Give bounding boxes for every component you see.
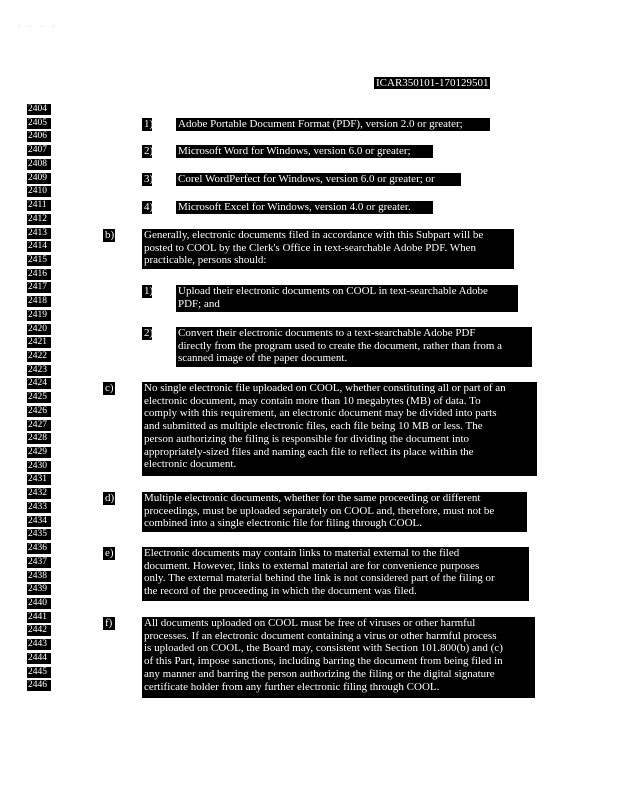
section-b-sub2-line: directly from the program used to create the document, rather than from a xyxy=(178,339,503,352)
line-number: 2425 xyxy=(27,392,51,403)
line-number: 2419 xyxy=(27,310,51,321)
section-c-line: electronic document. xyxy=(144,458,237,471)
line-number: 2420 xyxy=(27,324,51,335)
line-number: 2426 xyxy=(27,406,51,417)
line-number: 2417 xyxy=(27,282,51,293)
line-number: 2428 xyxy=(27,433,51,444)
list-item-3-text: Corel WordPerfect for Windows, version 6.0 or greater; or xyxy=(176,173,461,186)
section-d-marker: d) xyxy=(105,492,115,504)
section-f-line: is uploaded on COOL, the Board may, consistent with Section 101.800(b) and (c) xyxy=(144,642,503,655)
section-d-line: combined into a single electronic file for filing through COOL. xyxy=(144,517,422,530)
list-item-1-text: Adobe Portable Document Format (PDF), version 2.0 or greater; xyxy=(176,118,490,131)
line-number: 2405 xyxy=(27,118,51,129)
line-number: 2427 xyxy=(27,420,51,431)
section-c-line: appropriately-sized files and naming each file to reflect its place within the xyxy=(144,445,474,458)
section-b-line: Generally, electronic documents filed in accordance with this Subpart will be xyxy=(144,229,484,241)
document-id: ICAR350101-170129501 xyxy=(376,77,489,89)
section-d-text xyxy=(142,492,527,532)
scan-mark: · · · · xyxy=(18,24,59,30)
line-number: 2438 xyxy=(27,571,51,582)
line-number: 2414 xyxy=(27,241,51,252)
line-number: 2444 xyxy=(27,653,51,664)
list-item-2-text: Microsoft Word for Windows, version 6.0 or greater; xyxy=(176,145,433,158)
section-f-line: certificate holder from any further electronic filing through COOL. xyxy=(144,680,440,693)
list-item-2-marker: 2) xyxy=(144,145,154,157)
line-number: 2406 xyxy=(27,131,51,142)
section-e-text xyxy=(142,547,529,601)
section-e-line: Electronic documents may contain links to material external to the filed xyxy=(144,547,460,559)
line-number: 2429 xyxy=(27,447,51,458)
line-number: 2421 xyxy=(27,337,51,348)
line-number: 2445 xyxy=(27,667,51,678)
line-number: 2413 xyxy=(27,228,51,239)
section-f-marker: f) xyxy=(103,617,115,630)
line-number: 2439 xyxy=(27,584,51,595)
section-b-sub2-line: scanned image of the paper document. xyxy=(178,352,348,365)
line-number: 2412 xyxy=(27,214,51,225)
line-number: 2435 xyxy=(27,529,51,540)
line-number: 2432 xyxy=(27,488,51,499)
section-d-line: proceedings, must be uploaded separately on COOL and, therefore, must not be xyxy=(144,504,495,517)
line-number: 2442 xyxy=(27,625,51,636)
section-e-line: only. The external material behind the link is not considered part of the filing or xyxy=(144,572,495,585)
section-b-line: posted to COOL by the Clerk's Office in text-searchable Adobe PDF. When xyxy=(144,241,477,254)
line-number: 2446 xyxy=(27,680,51,691)
line-number: 2411 xyxy=(27,200,51,211)
section-c-line: comply with this requirement, an electronic document may be divided into parts xyxy=(144,407,497,420)
section-e-line: the record of the proceeding in which the document was filed. xyxy=(144,585,417,598)
line-number: 2443 xyxy=(27,639,51,650)
line-number: 2418 xyxy=(27,296,51,307)
line-number: 2410 xyxy=(27,186,51,197)
section-f-line: All documents uploaded on COOL must be free of viruses or other harmful xyxy=(144,617,476,629)
list-item-4-text: Microsoft Excel for Windows, version 4.0 or greater. xyxy=(176,201,433,214)
list-item-4-marker: 4) xyxy=(144,201,154,213)
section-b-sub1-text xyxy=(176,285,518,312)
line-number: 2408 xyxy=(27,159,51,170)
section-f-line: processes. If an electronic document containing a virus or other harmful process xyxy=(144,629,497,642)
section-b-text xyxy=(142,229,514,269)
line-number: 2436 xyxy=(27,543,51,554)
section-b-line: practicable, persons should: xyxy=(144,254,267,267)
line-number: 2409 xyxy=(27,173,51,184)
section-c-line: and submitted as multiple electronic files, each file being 10 MB or less. The xyxy=(144,420,483,433)
line-number: 2404 xyxy=(27,104,51,115)
section-e-marker: e) xyxy=(105,547,114,559)
line-number: 2423 xyxy=(27,365,51,376)
section-b-sub2-line: Convert their electronic documents to a text-searchable Adobe PDF xyxy=(178,327,476,339)
line-number: 2415 xyxy=(27,255,51,266)
section-d-line: Multiple electronic documents, whether for the same proceeding or different xyxy=(144,492,481,504)
section-b-sub1-line: Upload their electronic documents on COOL in text-searchable Adobe xyxy=(178,285,488,297)
section-b-sub2-text xyxy=(176,327,532,367)
line-number: 2431 xyxy=(27,474,51,485)
line-number: 2430 xyxy=(27,461,51,472)
line-number: 2407 xyxy=(27,145,51,156)
line-number: 2416 xyxy=(27,269,51,280)
line-number: 2424 xyxy=(27,378,51,389)
section-f-line: any manner and barring the person authorizing the filing or the digital signature xyxy=(144,667,495,680)
line-number: 2437 xyxy=(27,557,51,568)
line-number: 2433 xyxy=(27,502,51,513)
section-c-line: No single electronic file uploaded on COOL, whether constituting all or part of an xyxy=(144,382,506,394)
section-b-marker: b) xyxy=(105,229,115,241)
section-c-line: person authorizing the filing is responsible for dividing the document into xyxy=(144,432,470,445)
list-item-3-marker: 3) xyxy=(144,173,154,185)
section-b-sub1-line: PDF; and xyxy=(178,297,220,310)
section-e-line: document. However, links to external material are for convenience purposes xyxy=(144,559,480,572)
section-b-sub2-marker: 2) xyxy=(144,327,154,339)
line-number: 2441 xyxy=(27,612,51,623)
section-c-text xyxy=(142,382,537,476)
section-c-marker: c) xyxy=(105,382,114,394)
line-number: 2440 xyxy=(27,598,51,609)
section-f-text xyxy=(142,617,535,698)
line-number: 2422 xyxy=(27,351,51,362)
section-f-line: of this Part, impose sanctions, including barring the document from being filed in xyxy=(144,655,503,668)
section-c-line: electronic document, may contain more than 10 megabytes (MB) of data. To xyxy=(144,394,481,407)
list-item-1-marker: 1) xyxy=(144,118,154,130)
section-b-sub1-marker: 1) xyxy=(144,285,154,297)
line-number: 2434 xyxy=(27,516,51,527)
